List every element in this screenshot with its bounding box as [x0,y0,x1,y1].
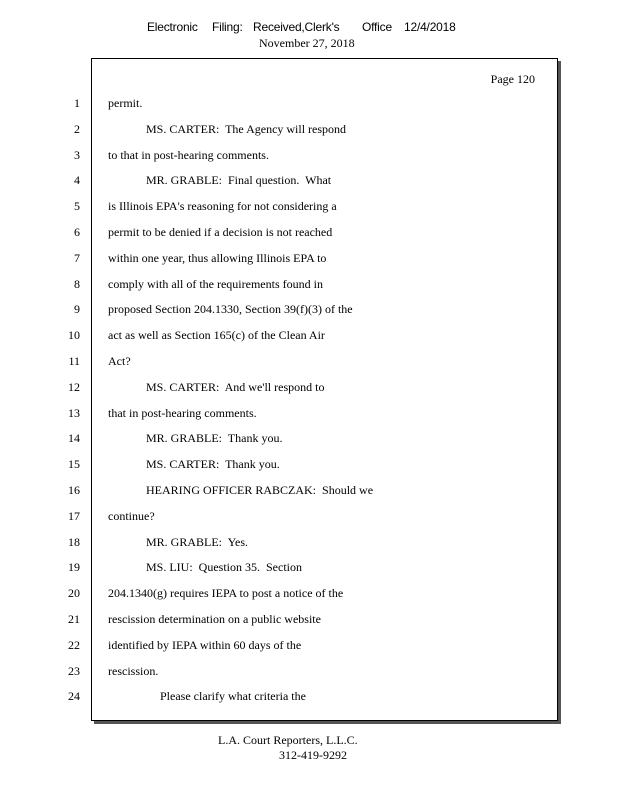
line-number: 21 [68,612,80,626]
line-number: 3 [74,148,80,162]
page-number: Page 120 [490,72,535,86]
transcript-line: MS. CARTER: And we'll respond to [146,380,325,394]
line-number: 1 [74,96,80,110]
transcript-line: to that in post-hearing comments. [108,148,269,162]
line-number: 6 [74,225,80,239]
transcript-line: 204.1340(g) requires IEPA to post a notice of the [108,586,344,600]
hearing-date: November 27, 2018 [259,36,355,50]
footer-phone: 312-419-9292 [279,748,347,762]
line-number: 11 [68,354,80,368]
line-number: 5 [74,199,80,213]
line-number: 17 [68,509,80,523]
line-number: 7 [74,251,80,265]
line-number: 13 [68,406,80,420]
transcript-line: HEARING OFFICER RABCZAK: Should we [146,483,374,497]
transcript-line: MS. LIU: Question 35. Section [146,560,302,574]
line-number: 4 [74,173,80,187]
transcript-line: continue? [108,509,155,523]
line-number: 14 [68,431,80,445]
line-number: 19 [68,560,80,574]
transcript-line: comply with all of the requirements found in [108,277,323,291]
line-number: 8 [74,277,80,291]
transcript-line: rescission. [108,664,159,678]
transcript-line: MR. GRABLE: Thank you. [146,431,283,445]
line-number: 15 [68,457,80,471]
line-number: 23 [68,664,80,678]
footer-company: L.A. Court Reporters, L.L.C. [218,733,358,747]
stamp-electronic: Electronic [147,20,198,34]
line-number: 18 [68,535,80,549]
transcript-line: rescission determination on a public website [108,612,321,626]
transcript-line: act as well as Section 165(c) of the Clean Air [108,328,325,342]
stamp-date: 12/4/2018 [404,20,456,34]
line-number: 12 [68,380,80,394]
stamp-filing: Filing: [212,20,243,34]
transcript-line: proposed Section 204.1330, Section 39(f)(3) of the [108,302,353,316]
transcript-line: Please clarify what criteria the [160,689,306,703]
line-number: 9 [74,302,80,316]
transcript-line: MS. CARTER: Thank you. [146,457,280,471]
transcript-line: is Illinois EPA's reasoning for not considering a [108,199,337,213]
transcript-line: within one year, thus allowing Illinois EPA to [108,251,327,265]
line-number: 16 [68,483,80,497]
transcript-line: Act? [108,354,131,368]
line-number: 20 [68,586,80,600]
line-number: 22 [68,638,80,652]
transcript-line: MS. CARTER: The Agency will respond [146,122,347,136]
stamp-received: Received,Clerk's [253,20,340,34]
transcript-line: that in post-hearing comments. [108,406,257,420]
transcript-line: MR. GRABLE: Final question. What [146,173,332,187]
transcript-line: permit. [108,96,143,110]
stamp-office: Office [362,20,392,34]
transcript-line: MR. GRABLE: Yes. [146,535,249,549]
transcript-line: identified by IEPA within 60 days of the [108,638,302,652]
transcript-line: permit to be denied if a decision is not reached [108,225,333,239]
line-number: 24 [68,689,80,703]
line-number: 10 [68,328,80,342]
line-number: 2 [74,122,80,136]
